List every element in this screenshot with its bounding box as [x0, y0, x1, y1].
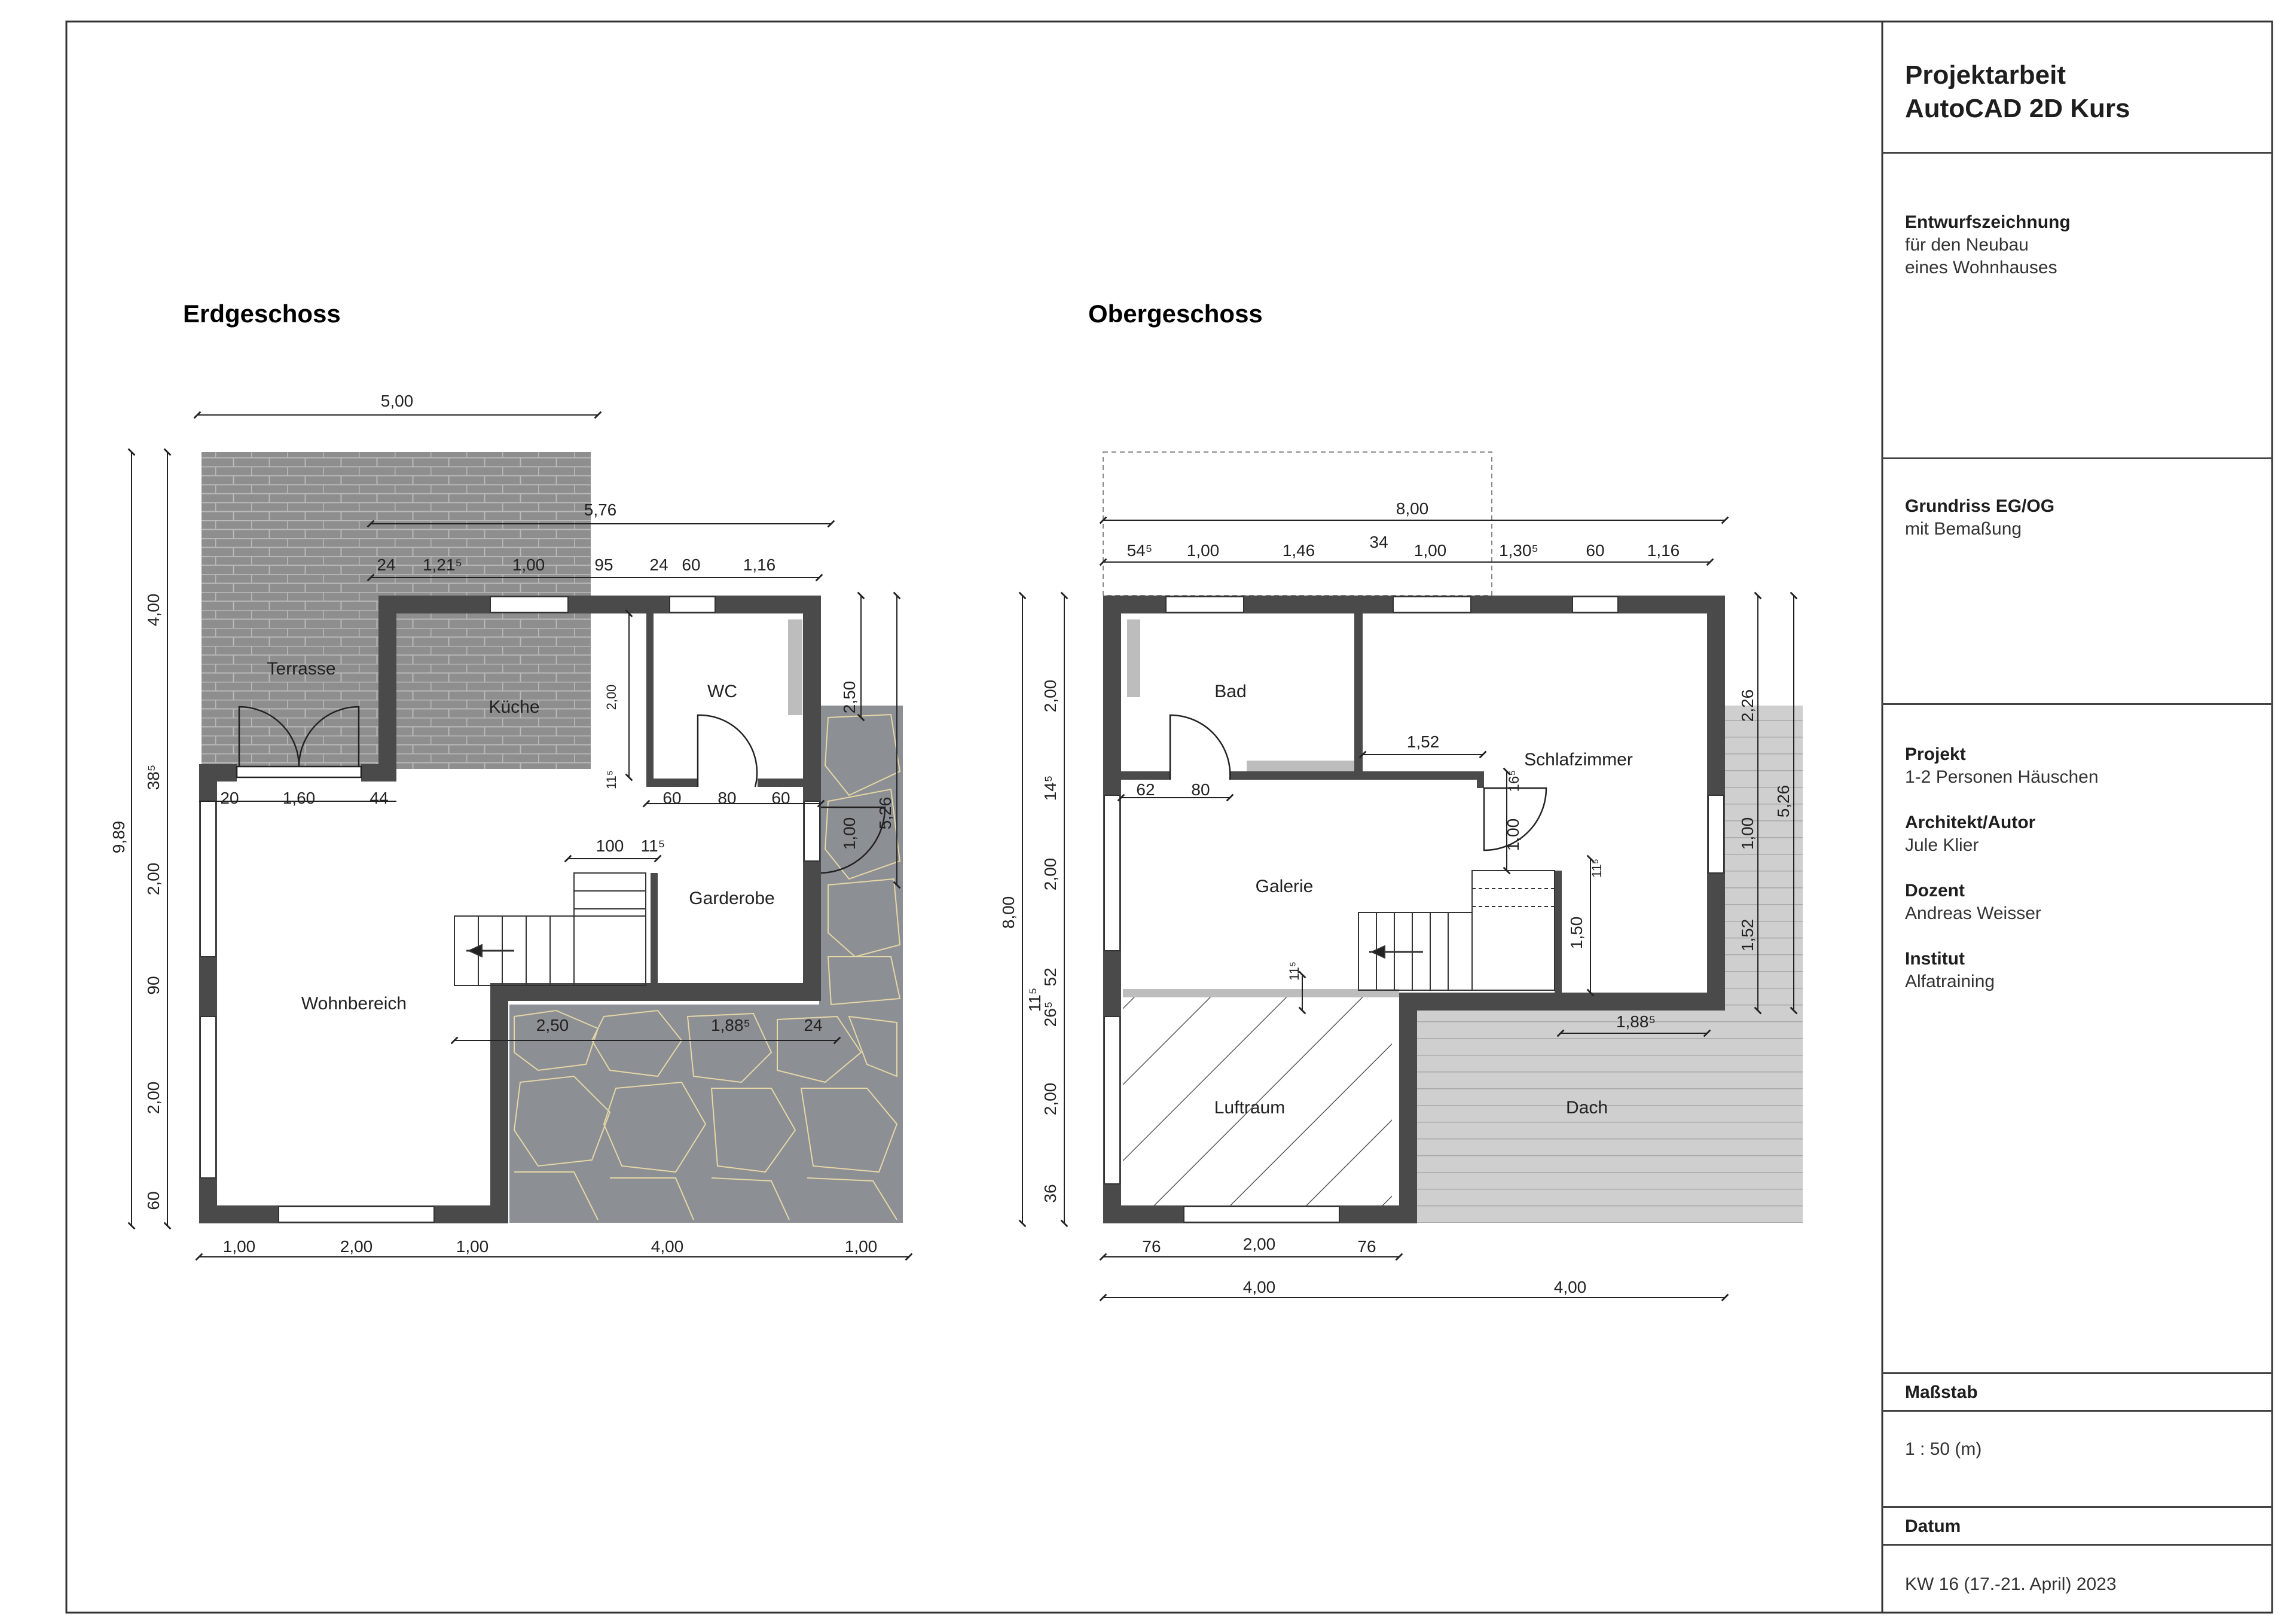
tb-date-value: KW 16 (17.-21. April) 2023 — [1905, 1574, 2117, 1594]
tb-institut-value: Alfatraining — [1905, 972, 1995, 991]
tb-project-title-2: AutoCAD 2D Kurs — [1905, 94, 2130, 123]
dim-eg-b188: 1,88⁵ — [710, 1016, 751, 1034]
tb-scale-label: Maßstab — [1905, 1382, 1978, 1402]
room-label-schlafzimmer: Schlafzimmer — [1524, 750, 1633, 770]
tb-date-label: Datum — [1905, 1516, 1961, 1536]
tb-info-section — [1882, 705, 2272, 1374]
dim-eg-wc60a: 60 — [662, 789, 682, 807]
og-plan-title: Obergeschoss — [1088, 300, 1263, 328]
eg-wc-wall-bottom-r — [758, 779, 805, 787]
room-label-garderobe: Garderobe — [689, 889, 775, 908]
og-bad-wall-bottom-r — [1230, 771, 1363, 780]
eg-wc-wall-left — [646, 613, 654, 786]
dim-eg-t116: 1,16 — [743, 555, 776, 574]
dim-og-bot200: 2,00 — [1242, 1235, 1276, 1253]
dim-og-d188: 1,88⁵ — [1616, 1012, 1656, 1031]
dim-og-left-200b: 2,00 — [1041, 857, 1060, 891]
room-label-bad: Bad — [1214, 682, 1247, 701]
dim-og-left-200c: 2,00 — [1041, 1082, 1060, 1116]
tb-institut-label: Institut — [1905, 949, 1965, 969]
eg-stairs — [454, 873, 646, 985]
dim-og-bot400a: 4,00 — [1242, 1278, 1276, 1296]
dim-og-left-52: 52 — [1041, 967, 1060, 987]
dim-og-left-11: 11⁵ — [1025, 987, 1044, 1012]
dim-og-bot400b: 4,00 — [1553, 1278, 1587, 1296]
tb-project-title-section — [1882, 22, 2272, 154]
dim-og-left-36: 36 — [1041, 1184, 1060, 1203]
dim-eg-left-989: 9,89 — [109, 820, 128, 854]
dim-eg-bot200: 2,00 — [340, 1237, 373, 1256]
room-label-kueche: Küche — [488, 697, 540, 717]
dim-og-t60: 60 — [1586, 541, 1605, 560]
og-bad-wall-bottom — [1121, 771, 1170, 780]
dim-og-top-800: 8,00 — [1396, 499, 1429, 518]
og-overhang-outline — [1103, 452, 1492, 596]
dim-eg-left-200b: 2,00 — [144, 1081, 163, 1115]
dim-eg-w160: 1,60 — [282, 789, 316, 807]
tb-drawing-type-heading: Entwurfszeichnung — [1905, 212, 2071, 232]
room-label-wohnbereich: Wohnbereich — [301, 994, 407, 1014]
dim-eg-bot100b: 1,00 — [456, 1237, 489, 1256]
dim-eg-t24a: 24 — [377, 555, 396, 574]
dim-og-r526: 5,26 — [1774, 784, 1793, 818]
plan-erdgeschoss — [109, 300, 909, 1257]
tb-author-value: Jule Klier — [1905, 835, 1979, 855]
dim-eg-top-total: 5,00 — [380, 392, 414, 410]
tb-dozent-value: Andreas Weisser — [1905, 903, 2041, 923]
dim-eg-bot100c: 1,00 — [844, 1237, 878, 1256]
dim-eg-k200: 2,00 — [604, 684, 619, 710]
room-label-terrasse: Terrasse — [267, 659, 336, 679]
room-label-galerie: Galerie — [1255, 877, 1314, 896]
eg-garderobe-wall — [651, 873, 658, 987]
tb-content-line: mit Bemaßung — [1905, 519, 2022, 539]
room-label-wc: WC — [707, 682, 737, 701]
og-schlaf-wall — [1354, 771, 1483, 780]
dim-eg-bot100a: 1,00 — [222, 1237, 256, 1256]
dim-eg-left-400: 4,00 — [144, 593, 163, 627]
tb-dozent-label: Dozent — [1905, 881, 1965, 900]
dim-og-bot76a: 76 — [1142, 1237, 1161, 1256]
dim-og-left-800: 8,00 — [999, 896, 1018, 929]
dim-og-bot76b: 76 — [1357, 1237, 1376, 1256]
dim-og-t100a: 1,00 — [1186, 541, 1220, 560]
tb-projekt-value: 1-2 Personen Häuschen — [1905, 767, 2099, 787]
eg-wc-wall-bottom — [646, 779, 698, 787]
dim-og-b80: 80 — [1191, 780, 1210, 799]
eg-stone-paving — [509, 706, 903, 1223]
dim-eg-t121: 1,21⁵ — [422, 555, 463, 574]
dim-og-s152: 1,52 — [1406, 732, 1440, 751]
og-schlaf-wall-stub — [1477, 771, 1484, 788]
tb-date-label-section — [1882, 1508, 2272, 1546]
tb-scale-label-section — [1882, 1374, 2272, 1412]
dim-eg-t100: 1,00 — [512, 555, 545, 574]
dim-eg-wc80: 80 — [718, 789, 737, 807]
dim-og-t130: 1,30⁵ — [1498, 541, 1539, 560]
dim-eg-s11: 11⁵ — [640, 837, 665, 855]
plan-obergeschoss — [999, 300, 1803, 1298]
tb-drawing-type-line2: eines Wohnhauses — [1905, 258, 2057, 277]
eg-plan-title: Erdgeschoss — [183, 300, 341, 328]
dim-og-t100b: 1,00 — [1413, 541, 1447, 560]
dim-eg-r100: 1,00 — [840, 817, 859, 850]
dim-og-left-14: 14⁵ — [1041, 775, 1060, 801]
dim-eg-left-200a: 2,00 — [144, 862, 163, 896]
dim-eg-wc60b: 60 — [771, 789, 790, 807]
dim-eg-b24: 24 — [804, 1016, 823, 1034]
tb-projekt-label: Projekt — [1905, 744, 1966, 764]
dim-og-st150: 1,50 — [1567, 916, 1586, 950]
dim-og-b62: 62 — [1136, 780, 1155, 799]
dim-eg-s100: 100 — [596, 837, 624, 855]
dim-og-r152: 1,52 — [1738, 918, 1757, 952]
tb-author-label: Architekt/Autor — [1905, 813, 2036, 832]
dim-eg-bot400: 4,00 — [651, 1237, 684, 1256]
eg-wc-door — [698, 715, 757, 787]
dim-og-t54: 54⁵ — [1126, 541, 1153, 560]
tb-date-value-section — [1882, 1546, 2272, 1613]
og-roof-area — [1417, 1011, 1803, 1223]
dim-eg-t60: 60 — [682, 555, 701, 574]
dim-eg-t24b: 24 — [649, 555, 668, 574]
dim-eg-w44: 44 — [370, 789, 389, 807]
dim-eg-r526: 5,26 — [876, 796, 894, 830]
dim-eg-k11: 11⁵ — [604, 770, 619, 789]
dim-og-s100: 1,00 — [1504, 818, 1522, 851]
og-bad-counter — [1127, 619, 1140, 697]
title-block — [1882, 22, 2272, 1613]
og-roof-side — [1725, 706, 1803, 1011]
tb-content-section — [1882, 459, 2272, 705]
tb-content-heading: Grundriss EG/OG — [1905, 496, 2055, 516]
og-bad-door — [1170, 715, 1230, 780]
og-stairs — [1358, 871, 1555, 990]
dim-eg-left-90: 90 — [144, 976, 163, 995]
dim-og-t34: 34 — [1369, 533, 1388, 551]
dim-eg-top-576: 5,76 — [584, 500, 617, 519]
dim-og-t146: 1,46 — [1282, 541, 1315, 560]
dim-eg-r250: 2,50 — [840, 680, 859, 714]
dim-og-g11: 11⁵ — [1287, 961, 1302, 981]
og-galerie-railing — [1123, 989, 1399, 997]
dim-eg-left-60: 60 — [144, 1191, 163, 1210]
dim-og-r226: 2,26 — [1738, 689, 1757, 722]
og-stair-wall — [1555, 871, 1562, 993]
dim-og-st11: 11⁵ — [1589, 859, 1604, 878]
eg-wc-counter — [788, 619, 802, 715]
dim-og-left-26: 26⁵ — [1041, 1001, 1060, 1027]
tb-project-title-1: Projektarbeit — [1905, 60, 2066, 90]
dim-og-t116: 1,16 — [1647, 541, 1680, 560]
room-label-luftraum: Luftraum — [1214, 1098, 1286, 1118]
tb-scale-value-section — [1882, 1412, 2272, 1508]
og-bad-bench — [1247, 761, 1354, 771]
dim-eg-t95: 95 — [594, 555, 613, 574]
dim-eg-left-38: 38⁵ — [144, 764, 163, 790]
room-label-dach: Dach — [1565, 1098, 1608, 1118]
dim-og-r100: 1,00 — [1738, 817, 1757, 850]
dim-og-left-200a: 2,00 — [1041, 679, 1060, 713]
tb-drawing-type-section — [1882, 154, 2272, 459]
og-bad-wall-right — [1354, 613, 1363, 771]
tb-scale-value: 1 : 50 (m) — [1905, 1439, 1982, 1459]
dim-eg-b250: 2,50 — [536, 1016, 569, 1034]
dim-eg-w20: 20 — [220, 789, 239, 807]
tb-drawing-type-line1: für den Neubau — [1905, 235, 2029, 255]
dim-og-s16: 16⁵ — [1506, 770, 1522, 792]
